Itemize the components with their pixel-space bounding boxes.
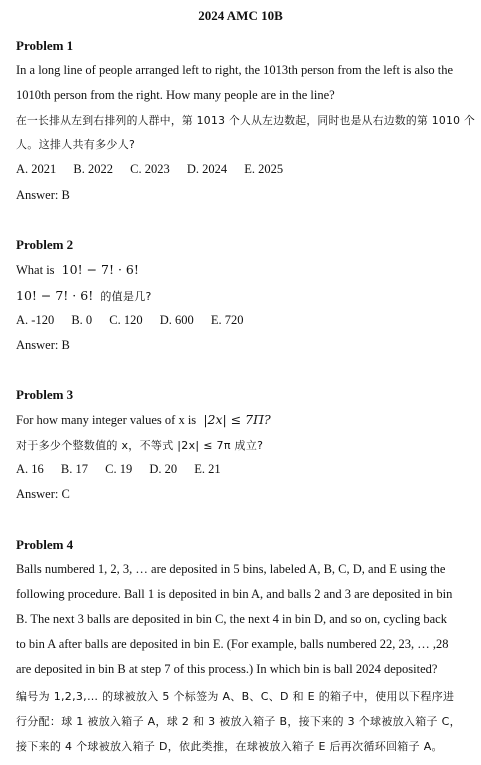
problem-2-question	[16, 262, 139, 278]
problem-3-question	[16, 412, 271, 428]
problem-4-text-line-5: are deposited in bin B at step 7 of this process.) In which bin is ball 2024 deposited?	[16, 662, 438, 676]
problem-1-option-c: C. 2023	[130, 162, 170, 176]
document-title: 2024 AMC 10B	[198, 8, 283, 23]
problem-2-answer: Answer: B	[16, 338, 70, 352]
problem-2-option-d: D. 600	[159, 313, 194, 327]
problem-1-option-a: A. 2021	[16, 162, 57, 176]
problem-4-text-line-3: B. The next 3 balls are deposited in bin C, the next 4 in bin D, and so on, cycling back	[16, 612, 447, 626]
problem-4-text-line-4: to bin A after balls are deposited in bin E. (For example, balls numbered 22, 23, … ,28	[16, 637, 449, 651]
problem-2-option-a: A. -120	[16, 313, 55, 327]
problem-2-options	[16, 313, 244, 328]
problem-2-expression: 10! − 7! · 6!	[61, 262, 139, 277]
problem-1-answer: Answer: B	[16, 188, 70, 202]
problem-2-option-b: B. 0	[71, 313, 93, 327]
problem-1-options	[16, 162, 283, 177]
problem-3-heading: Problem 3	[16, 387, 74, 402]
problem-2-zh-expression: 10! − 7! · 6!	[16, 288, 94, 303]
problem-4-text-line-1: Balls numbered 1, 2, 3, … are deposited in 5 bins, labeled A, B, C, D, and E using the	[16, 562, 446, 576]
problem-2-zh-question	[16, 288, 152, 304]
problem-4-zh-line-2: 行分配：球 1 被放入箱子 A，球 2 和 3 被放入箱子 B，接下来的 3 个球被放入箱子 C，	[16, 715, 461, 728]
problem-1-option-d: D. 2024	[186, 162, 228, 176]
problem-2-question-prefix: What is	[16, 263, 55, 277]
problem-2-option-c: C. 120	[109, 313, 143, 327]
problem-1-text-line-2: 1010th person from the right. How many people are in the line?	[16, 88, 335, 102]
problem-3-zh-question: 对于多少个整数值的 x，不等式 |2x| ≤ 7π 成立?	[16, 439, 264, 452]
problem-4-heading: Problem 4	[16, 537, 74, 552]
problem-2-zh-suffix: 的值是几?	[100, 290, 152, 303]
problem-1-option-b: B. 2022	[73, 162, 113, 176]
problem-1-heading: Problem 1	[16, 38, 74, 53]
problem-3-option-b: B. 17	[60, 462, 88, 476]
problem-2-heading: Problem 2	[16, 237, 74, 252]
problem-3-question-prefix: For how many integer values of x is	[16, 413, 197, 427]
problem-2-option-e: E. 720	[210, 313, 244, 327]
problem-3-option-c: C. 19	[105, 462, 133, 476]
problem-4-zh-line-3: 接下来的 4 个球被放入箱子 D，依此类推，在球被放入箱子 E 后再次循环回箱子 A。	[16, 740, 443, 753]
problem-3-options	[16, 462, 221, 477]
problem-1-option-e: E. 2025	[244, 162, 284, 176]
problem-3-inequality: |2x| ≤ 7Π?	[203, 412, 271, 427]
problem-3-option-a: A. 16	[16, 462, 44, 476]
problem-1-text-line-1: In a long line of people arranged left to right, the 1013th person from the left is also the	[16, 63, 454, 77]
problem-1-zh-line-2: 人。这排人共有多少人?	[16, 138, 136, 151]
problem-4-zh-line-1: 编号为 1,2,3,… 的球被放入 5 个标签为 A、B、C、D 和 E 的箱子中，使用以下程序进	[16, 690, 455, 703]
problem-3-option-e: E. 21	[194, 462, 221, 476]
problem-3-answer: Answer: C	[16, 487, 70, 501]
problem-4-text-line-2: following procedure. Ball 1 is deposited in bin A, and balls 2 and 3 are deposited in bin	[16, 587, 453, 601]
problem-1-zh-line-1: 在一长排从左到右排列的人群中，第 1013 个人从左边数起，同时也是从右边数的第 1010 个	[16, 114, 476, 127]
problem-3-option-d: D. 20	[149, 462, 178, 476]
